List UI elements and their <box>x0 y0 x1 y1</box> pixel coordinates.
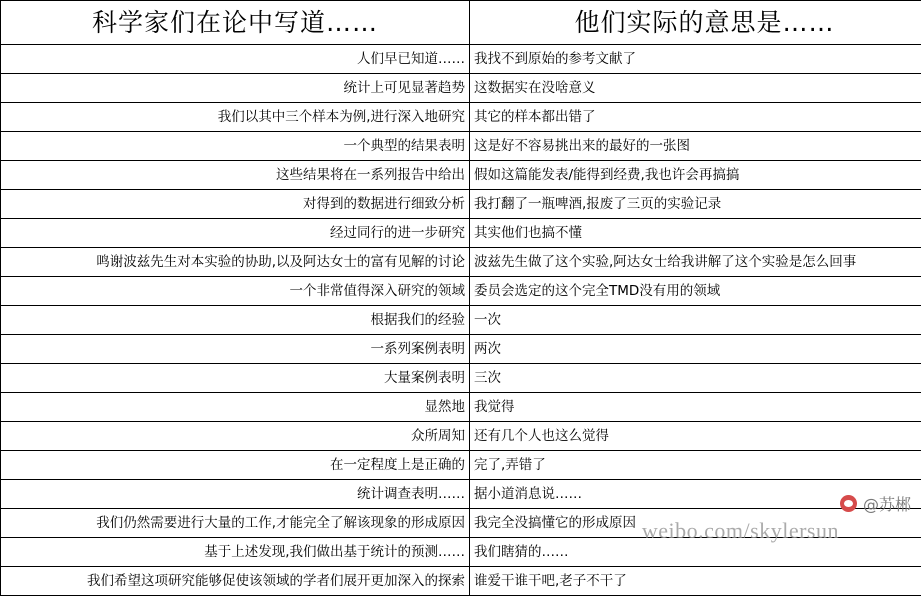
row-left-phrase: 人们早已知道…… <box>1 45 470 74</box>
row-right-meaning: 委员会选定的这个完全TMD没有用的领域 <box>470 277 921 306</box>
row-left-phrase: 众所周知 <box>1 422 470 451</box>
table-body <box>1 1 921 596</box>
weibo-logo-icon <box>840 495 857 512</box>
row-left-phrase: 一系列案例表明 <box>1 335 470 364</box>
table-row <box>1 190 921 219</box>
row-right-meaning: 三次 <box>470 364 921 393</box>
row-left-phrase: 在一定程度上是正确的 <box>1 451 470 480</box>
row-right-meaning: 我完全没搞懂它的形成原因 <box>470 509 921 538</box>
row-right-meaning: 还有几个人也这么觉得 <box>470 422 921 451</box>
row-left-phrase: 我们以其中三个样本为例,进行深入地研究 <box>1 103 470 132</box>
table-header-row <box>1 1 921 45</box>
table-row <box>1 277 921 306</box>
row-left-phrase: 鸣谢波兹先生对本实验的协助,以及阿达女士的富有见解的讨论 <box>1 248 470 277</box>
table-row <box>1 74 921 103</box>
row-left-phrase: 我们希望这项研究能够促使该领域的学者们展开更加深入的探索 <box>1 567 470 596</box>
row-right-meaning: 波兹先生做了这个实验,阿达女士给我讲解了这个实验是怎么回事 <box>470 248 921 277</box>
row-right-meaning: 假如这篇能发表/能得到经费,我也许会再搞搞 <box>470 161 921 190</box>
row-right-meaning: 其它的样本都出错了 <box>470 103 921 132</box>
weibo-url-watermark: weibo.com/skylersun <box>642 518 839 544</box>
row-left-phrase: 基于上述发现,我们做出基于统计的预测…… <box>1 538 470 567</box>
row-right-meaning: 我打翻了一瓶啤酒,报废了三页的实验记录 <box>470 190 921 219</box>
table-row <box>1 364 921 393</box>
header-cell-right: 他们实际的意思是…… <box>470 1 921 45</box>
row-left-phrase: 这些结果将在一系列报告中给出 <box>1 161 470 190</box>
row-left-phrase: 一个非常值得深入研究的领域 <box>1 277 470 306</box>
row-left-phrase: 统计调查表明…… <box>1 480 470 509</box>
row-right-meaning: 两次 <box>470 335 921 364</box>
weibo-watermark <box>840 492 911 515</box>
table-row <box>1 335 921 364</box>
weibo-username: @苏郴 <box>863 492 911 515</box>
table-row <box>1 103 921 132</box>
header-cell-left: 科学家们在论中写道…… <box>1 1 470 45</box>
row-right-meaning: 一次 <box>470 306 921 335</box>
row-left-phrase: 根据我们的经验 <box>1 306 470 335</box>
row-right-meaning: 我找不到原始的参考文献了 <box>470 45 921 74</box>
row-right-meaning: 我们瞎猜的…… <box>470 538 921 567</box>
row-left-phrase: 对得到的数据进行细致分析 <box>1 190 470 219</box>
row-right-meaning: 这是好不容易挑出来的最好的一张图 <box>470 132 921 161</box>
table-row <box>1 393 921 422</box>
table-row <box>1 132 921 161</box>
table-row <box>1 422 921 451</box>
table-row <box>1 306 921 335</box>
row-right-meaning: 完了,弄错了 <box>470 451 921 480</box>
table-row <box>1 45 921 74</box>
row-left-phrase: 经过同行的进一步研究 <box>1 219 470 248</box>
table-row <box>1 567 921 596</box>
row-left-phrase: 我们仍然需要进行大量的工作,才能完全了解该现象的形成原因 <box>1 509 470 538</box>
table-row <box>1 480 921 509</box>
row-right-meaning: 这数据实在没啥意义 <box>470 74 921 103</box>
table-row <box>1 219 921 248</box>
row-left-phrase: 一个典型的结果表明 <box>1 132 470 161</box>
table-row <box>1 161 921 190</box>
row-left-phrase: 显然地 <box>1 393 470 422</box>
table-row <box>1 451 921 480</box>
row-left-phrase: 大量案例表明 <box>1 364 470 393</box>
row-right-meaning: 据小道消息说…… <box>470 480 921 509</box>
row-left-phrase: 统计上可见显著趋势 <box>1 74 470 103</box>
row-right-meaning: 谁爱干谁干吧,老子不干了 <box>470 567 921 596</box>
row-right-meaning: 其实他们也搞不懂 <box>470 219 921 248</box>
row-right-meaning: 我觉得 <box>470 393 921 422</box>
table-row <box>1 248 921 277</box>
